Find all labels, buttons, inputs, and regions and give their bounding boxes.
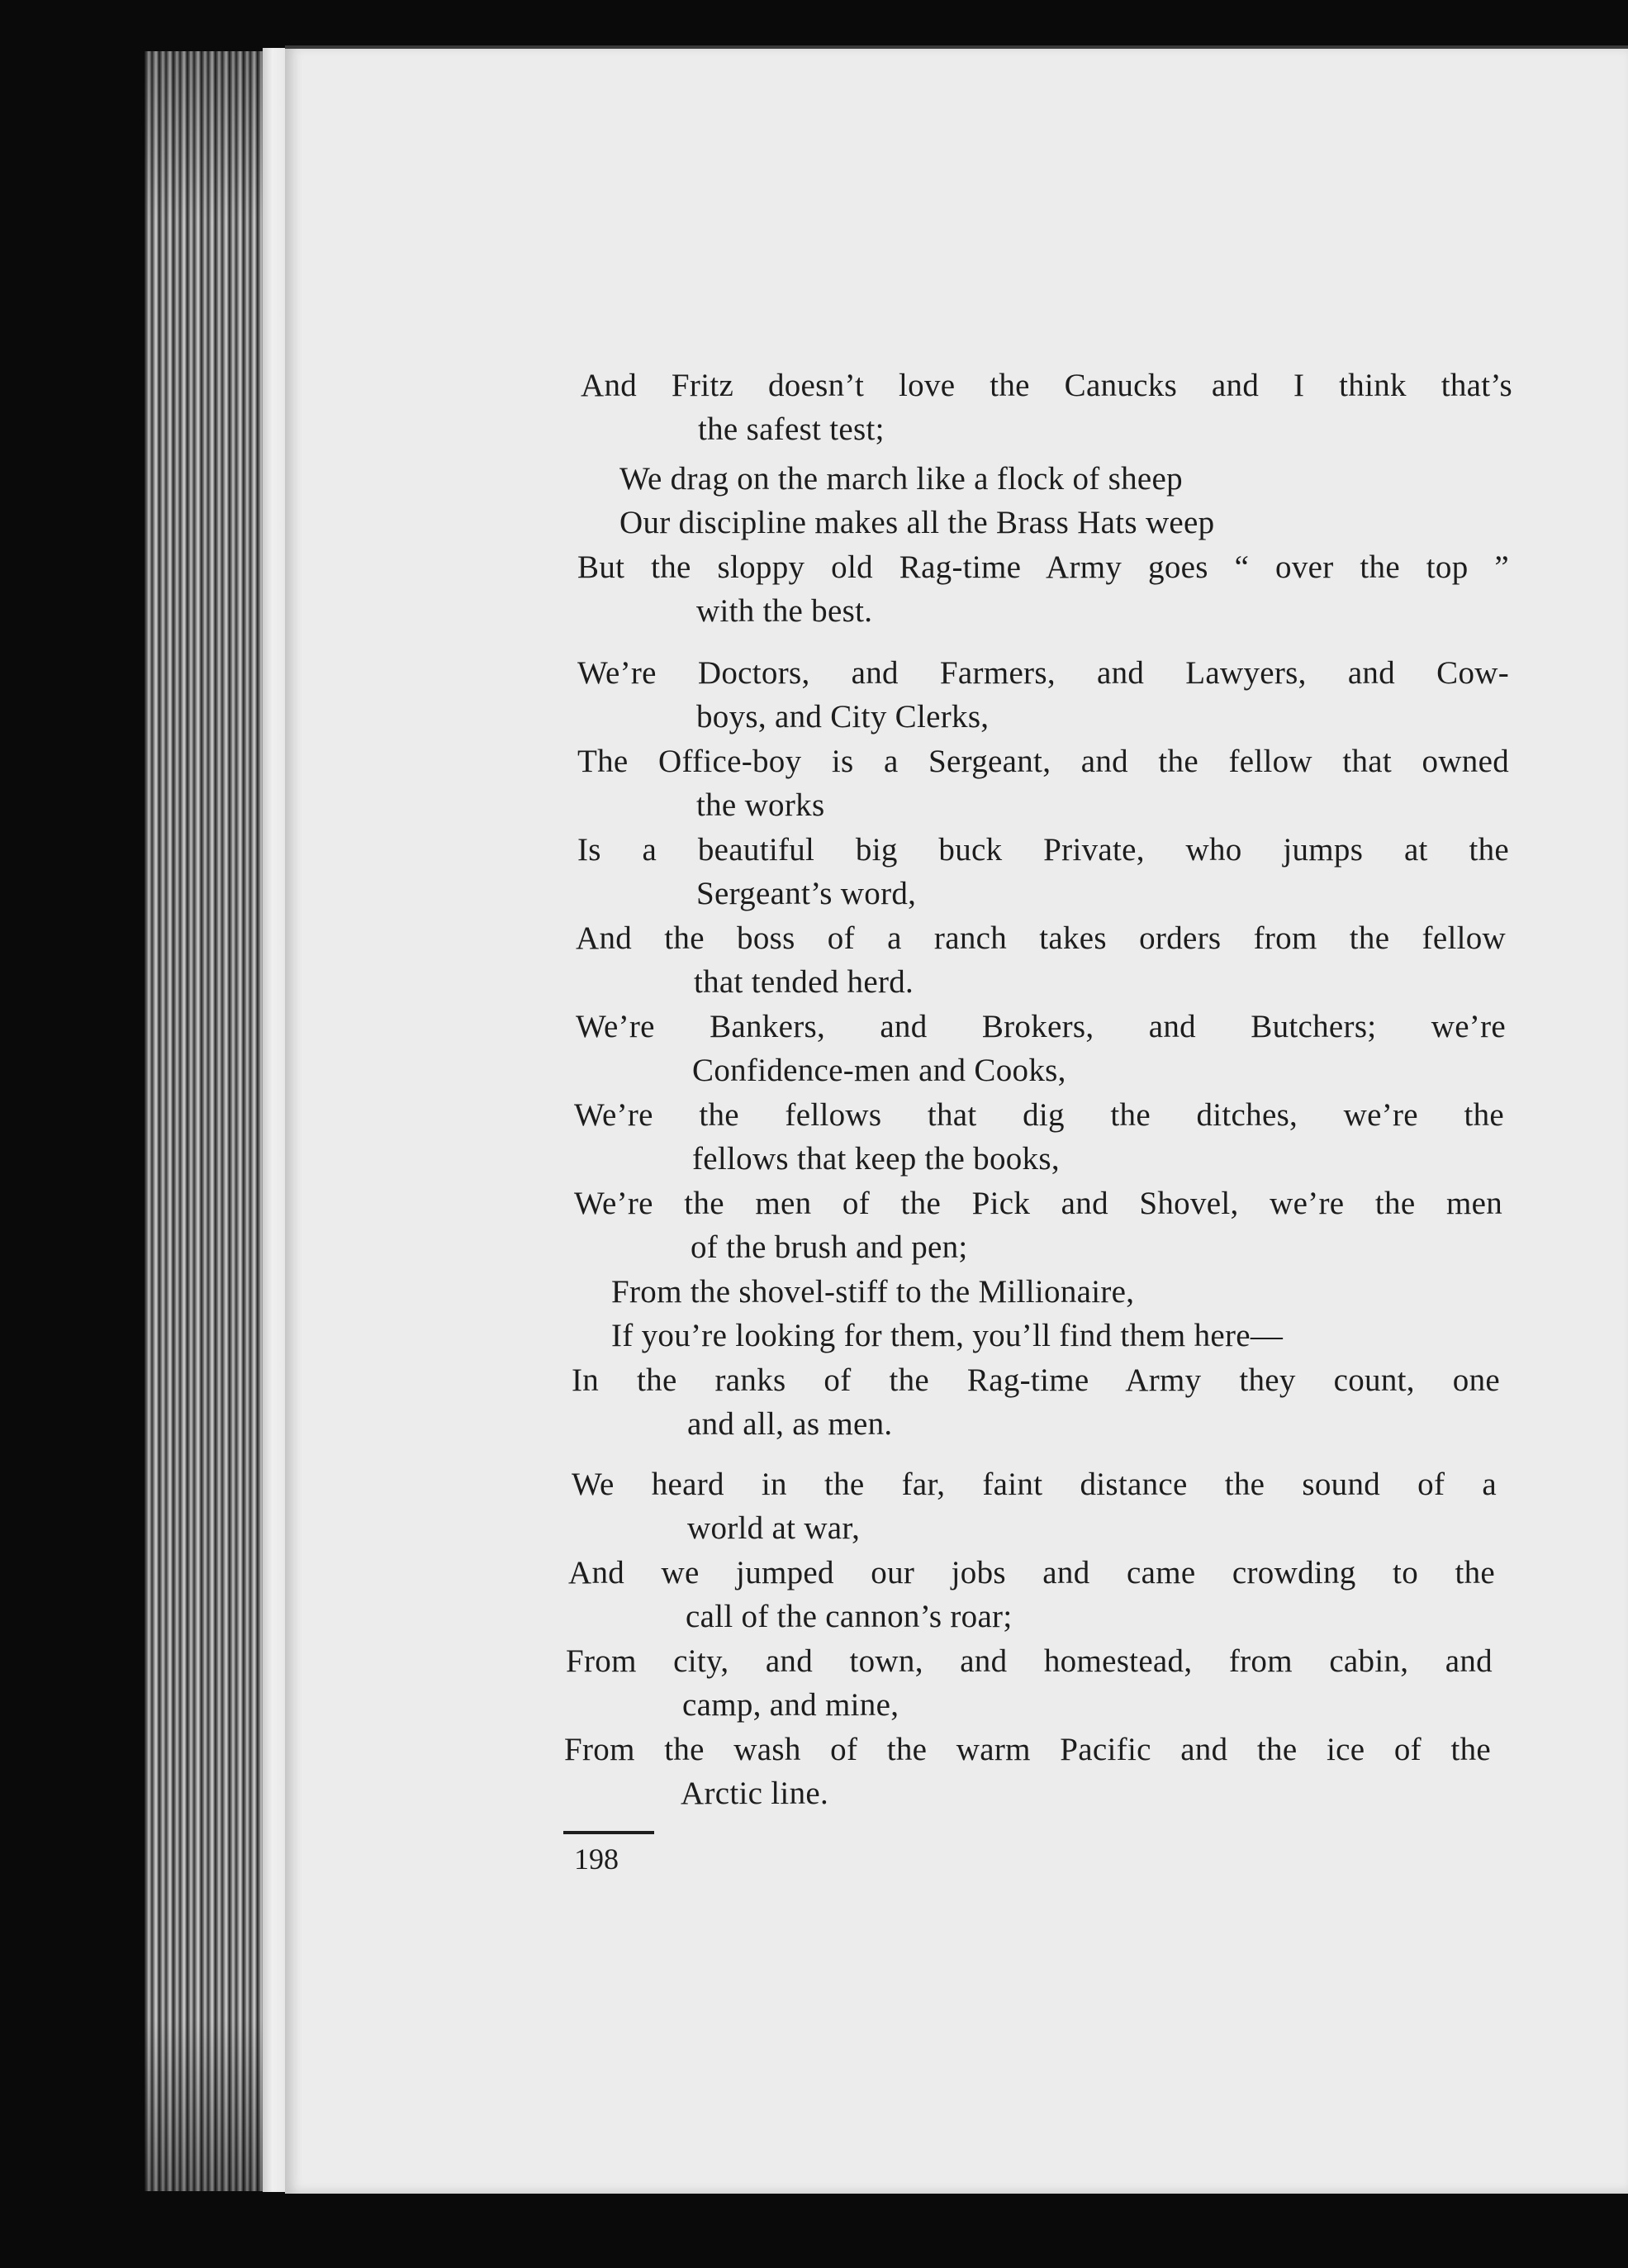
- poem-line: We drag on the march like a flock of sheep: [619, 461, 1183, 497]
- folio-rule: [563, 1831, 654, 1834]
- poem-line: with the best.: [696, 593, 873, 629]
- poem-line: But the sloppy old Rag-time Army goes “ over the top ”: [577, 549, 1509, 585]
- poem-line: world at war,: [687, 1510, 861, 1546]
- poem-line: From city, and town, and homestead, from cabin, and: [566, 1643, 1493, 1679]
- poem-line: We’re Doctors, and Farmers, and Lawyers, and Cow-: [577, 655, 1509, 691]
- poem-line: We’re the fellows that dig the ditches, we’re the: [574, 1097, 1504, 1133]
- poem-line: call of the cannon’s roar;: [686, 1599, 1013, 1634]
- poem-line: Confidence-men and Cooks,: [692, 1053, 1066, 1088]
- poem-line: We heard in the far, faint distance the sound of a: [572, 1467, 1497, 1502]
- poem-line: boys, and City Clerks,: [696, 699, 990, 735]
- poem-line: And Fritz doesn’t love the Canucks and I think that’s: [581, 368, 1512, 403]
- poem-line: And we jumped our jobs and came crowding to the: [568, 1555, 1495, 1590]
- poem-line: Our discipline makes all the Brass Hats weep: [619, 505, 1215, 540]
- poem-line: the works: [696, 787, 825, 823]
- page-number: 198: [574, 1842, 619, 1876]
- poem-line: that tended herd.: [694, 964, 914, 1000]
- poem-line: And the boss of a ranch takes orders from the fellow: [576, 920, 1506, 956]
- poem-line: In the ranks of the Rag-time Army they count, one: [572, 1362, 1500, 1398]
- poem-line: camp, and mine,: [682, 1687, 899, 1723]
- poem-line: Arctic line.: [681, 1776, 829, 1811]
- poem-line: of the brush and pen;: [691, 1229, 968, 1265]
- poem-line: We’re the men of the Pick and Shovel, we’re the men: [574, 1186, 1502, 1221]
- poem-line: From the shovel-stiff to the Millionaire,: [611, 1274, 1135, 1310]
- poem-line: Sergeant’s word,: [696, 876, 917, 911]
- poem-line: fellows that keep the books,: [692, 1141, 1060, 1177]
- poem-line: the safest test;: [698, 411, 885, 447]
- poem-line: The Office-boy is a Sergeant, and the fellow that owned: [577, 744, 1509, 779]
- poem-line: We’re Bankers, and Brokers, and Butchers; we’re: [576, 1009, 1506, 1044]
- poem-line: and all, as men.: [687, 1406, 893, 1442]
- poem-line: Is a beautiful big buck Private, who jumps at the: [577, 832, 1509, 868]
- poem-line: From the wash of the warm Pacific and the ice of the: [564, 1732, 1491, 1767]
- poem-line: If you’re looking for them, you’ll find them here—: [611, 1318, 1284, 1353]
